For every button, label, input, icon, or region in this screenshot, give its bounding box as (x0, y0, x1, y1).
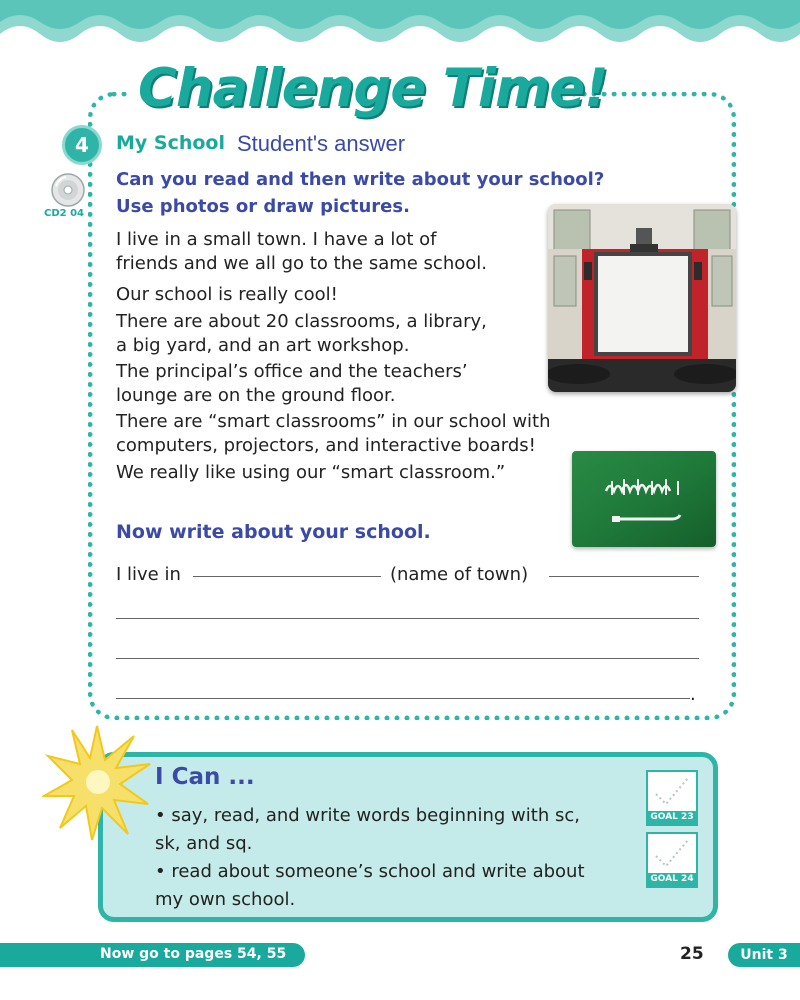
instructions: Can you read and then write about your school? Use photos or draw pictures. (116, 169, 605, 217)
goal-label: GOAL 23 (648, 811, 696, 824)
i-can-title: I Can ... (155, 764, 255, 790)
sample-text-line: computers, projectors, and interactive boards! (116, 435, 536, 456)
sample-text-line: We really like using our “smart classroom.” (116, 462, 506, 483)
checkmark-icon (648, 834, 696, 874)
sample-text-line: friends and we all go to the same school. (116, 253, 487, 274)
writing-line-start: I live in (116, 564, 181, 585)
i-can-item: • say, read, and write words beginning with sc, sk, and sq. (155, 805, 580, 854)
writing-line[interactable] (116, 698, 690, 699)
sample-text-line: There are about 20 classrooms, a library, (116, 311, 487, 332)
page-number: 25 (680, 944, 704, 964)
goal-checkbox[interactable] (646, 832, 698, 888)
cd-icon[interactable] (50, 172, 86, 208)
writing-line[interactable] (116, 618, 699, 619)
writing-line[interactable] (116, 658, 699, 659)
section-title: My School (116, 132, 225, 154)
footer-note: Now go to pages 54, 55 (100, 946, 287, 962)
writing-prompt: Now write about your school. (116, 521, 431, 543)
sample-text-line: The principal’s office and the teachers’ (116, 361, 468, 382)
classroom-photo (548, 204, 736, 392)
town-blank[interactable] (193, 576, 381, 577)
unit-badge: Unit 3 (728, 943, 800, 967)
writing-blank[interactable] (549, 576, 699, 577)
sample-text-line: lounge are on the ground floor. (116, 385, 396, 406)
top-wave-banner (0, 0, 800, 60)
audio-track-label: CD2 04 (44, 208, 84, 219)
i-can-item: • read about someone’s school and write about my own school. (155, 861, 585, 910)
i-can-item-text: read about someone’s school and write about my own school. (155, 861, 585, 910)
exercise-number-badge: 4 (62, 125, 102, 165)
saudi-flag-image (572, 451, 716, 547)
goal-checkbox[interactable] (646, 770, 698, 826)
sample-text-line: Our school is really cool! (116, 284, 338, 305)
page-title: Challenge Time! (138, 58, 608, 119)
checkmark-icon (648, 772, 696, 812)
sample-text-line: There are “smart classrooms” in our school with (116, 411, 551, 432)
sample-text-line: I live in a small town. I have a lot of (116, 229, 437, 250)
writing-line-hint: (name of town) (390, 564, 529, 585)
sample-text-line: a big yard, and an art workshop. (116, 335, 410, 356)
writing-end-mark: . (690, 684, 696, 705)
starburst-icon (42, 724, 152, 842)
i-can-item-text: say, read, and write words beginning with sc, sk, and sq. (155, 805, 580, 854)
section-subtitle: Student's answer (237, 131, 406, 156)
goal-label: GOAL 24 (648, 873, 696, 886)
